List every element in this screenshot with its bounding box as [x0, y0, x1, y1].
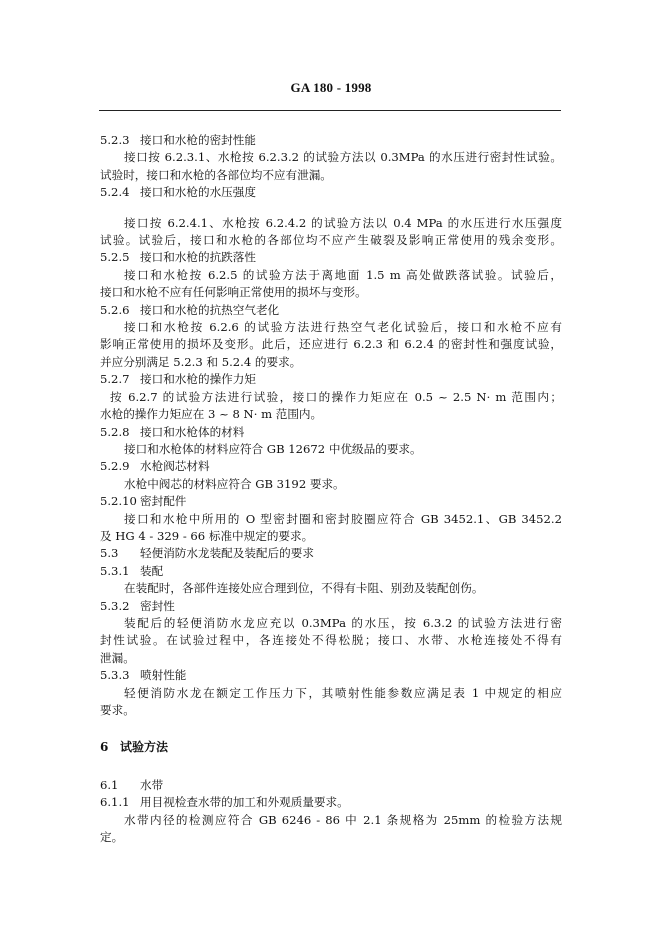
- section-title: 密封配件: [140, 494, 187, 509]
- section-heading: [100, 302, 562, 319]
- section-title: 水枪阀芯材料: [140, 459, 210, 474]
- section-title: 接口和水枪的抗跌落性: [140, 250, 256, 265]
- section-title: 接口和水枪体的材料: [140, 424, 245, 439]
- section-number: 5.2.3: [100, 133, 130, 147]
- section-number: 5.3.2: [100, 598, 130, 613]
- paragraph-line: 接口和水枪体的材料应符合 GB 12672 中优级品的要求。: [124, 441, 422, 456]
- paragraph-line: 接口按 6.2.4.1、水枪按 6.2.4.2 的试验方法以 0.4 MPa 的水压进行水压强度: [124, 215, 562, 230]
- paragraph-line: 轻便消防水龙在额定工作压力下，其喷射性能参数应满足表 1 中规定的相应: [124, 685, 562, 700]
- section-title: 接口和水枪的操作力矩: [140, 372, 256, 387]
- paragraph-line: 水枪中阀芯的材料应符合 GB 3192 要求。: [124, 476, 345, 491]
- section-title: 接口和水枪的水压强度: [140, 185, 256, 200]
- section-title: 用目视检查水带的加工和外观质量要求。: [140, 795, 349, 810]
- paragraph-line: 接口和水枪不应有任何影响正常使用的损坏与变形。: [100, 285, 367, 300]
- section-heading: [100, 371, 562, 388]
- paragraph-line: 并应分别满足 5.2.3 和 5.2.4 的要求。: [100, 354, 302, 369]
- paragraph-line: 接口和水枪中所用的 O 型密封圈和密封胶圈应符合 GB 3452.1、GB 3452.2: [124, 511, 562, 526]
- section-title: 轻便消防水龙装配及装配后的要求: [140, 546, 314, 561]
- section-number: 5.2.6: [100, 302, 130, 317]
- section-number: 6: [100, 740, 109, 755]
- section-title: 接口和水枪的抗热空气老化: [140, 302, 280, 317]
- section-number: 6.1.1: [100, 795, 130, 810]
- section-number: 5.2.10: [100, 494, 137, 509]
- section-number: 5.2.8: [100, 424, 130, 439]
- section-number: 5.3: [100, 546, 119, 561]
- spacer: [100, 757, 562, 777]
- section-title: 接口和水枪的密封性能: [140, 133, 256, 147]
- paragraph-line: 定。: [100, 830, 124, 845]
- section-title: 试验方法: [120, 740, 169, 755]
- paragraph-line: 接口按 6.2.3.1、水枪按 6.2.3.2 的试验方法以 0.3MPa 的水压进行密封性试验。: [124, 150, 562, 165]
- spacer: [100, 719, 562, 739]
- body-content: [100, 132, 562, 846]
- section-heading: [100, 132, 562, 149]
- section-heading: [100, 458, 562, 475]
- paragraph-line: 试验时，接口和水枪的各部位均不应有泄漏。: [100, 167, 332, 182]
- section-heading: [100, 493, 562, 510]
- paragraph-line: 在装配时，各部件连接处应合理到位，不得有卡阻、别劲及装配创伤。: [124, 581, 484, 596]
- section-number: 5.3.1: [100, 563, 130, 578]
- paragraph-line: 及 HG 4 - 329 - 66 标准中规定的要求。: [100, 528, 314, 543]
- section-heading: [100, 545, 562, 562]
- section-heading: [100, 184, 562, 201]
- section-heading: [100, 598, 562, 615]
- chapter-heading: [100, 739, 562, 756]
- paragraph-line: 泄漏。: [100, 650, 135, 665]
- section-heading: [100, 667, 562, 684]
- paragraph-line: 接口和水枪按 6.2.6 的试验方法进行热空气老化试验后，接口和水枪不应有: [124, 320, 562, 335]
- section-number: 5.2.9: [100, 459, 130, 474]
- paragraph-line: 水带内径的检测应符合 GB 6246 - 86 中 2.1 条规格为 25mm 的检验方法规: [124, 812, 562, 827]
- section-title: 装配: [140, 563, 164, 578]
- section-title: 水带: [140, 777, 164, 792]
- section-heading: [100, 249, 562, 266]
- paragraph-line: 水枪的操作力矩应在 3 ~ 8 N· m 范围内。: [100, 407, 323, 422]
- paragraph-line: 封性试验。在试验过程中，各连接处不得松脱；接口、水带、水枪连接处不得有: [100, 633, 562, 648]
- section-number: 5.2.5: [100, 250, 130, 265]
- paragraph-line: 接口和水枪按 6.2.5 的试验方法于离地面 1.5 m 高处做跌落试验。试验后，: [124, 267, 562, 282]
- paragraph-line: 试验。试验后，接口和水枪的各部位均不应产生破裂及影响正常使用的残余变形。: [100, 233, 562, 248]
- section-heading: [100, 424, 562, 441]
- header-rule: [99, 110, 561, 111]
- section-title: 喷射性能: [140, 668, 187, 683]
- spacer: [100, 202, 562, 215]
- section-heading: [100, 777, 562, 794]
- section-number: 5.2.4: [100, 185, 130, 200]
- paragraph-line: 要求。: [100, 703, 135, 717]
- section-title: 密封性: [140, 598, 175, 613]
- section-heading: [100, 794, 562, 811]
- section-number: 5.2.7: [100, 372, 130, 387]
- section-heading: [100, 563, 562, 580]
- standard-header: GA 180 - 1998: [290, 80, 372, 95]
- paragraph-line: 装配后的轻便消防水龙应充以 0.3MPa 的水压，按 6.3.2 的试验方法进行密: [124, 615, 562, 630]
- section-number: 5.3.3: [100, 668, 130, 683]
- paragraph-line: 影响正常使用的损坏及变形。此后，还应进行 6.2.3 和 6.2.4 的密封性和强度试验，: [100, 337, 562, 352]
- section-number: 6.1: [100, 777, 119, 792]
- paragraph-line: 按 6.2.7 的试验方法进行试验，接口的操作力矩应在 0.5 ~ 2.5 N· m 范围内；: [110, 389, 562, 404]
